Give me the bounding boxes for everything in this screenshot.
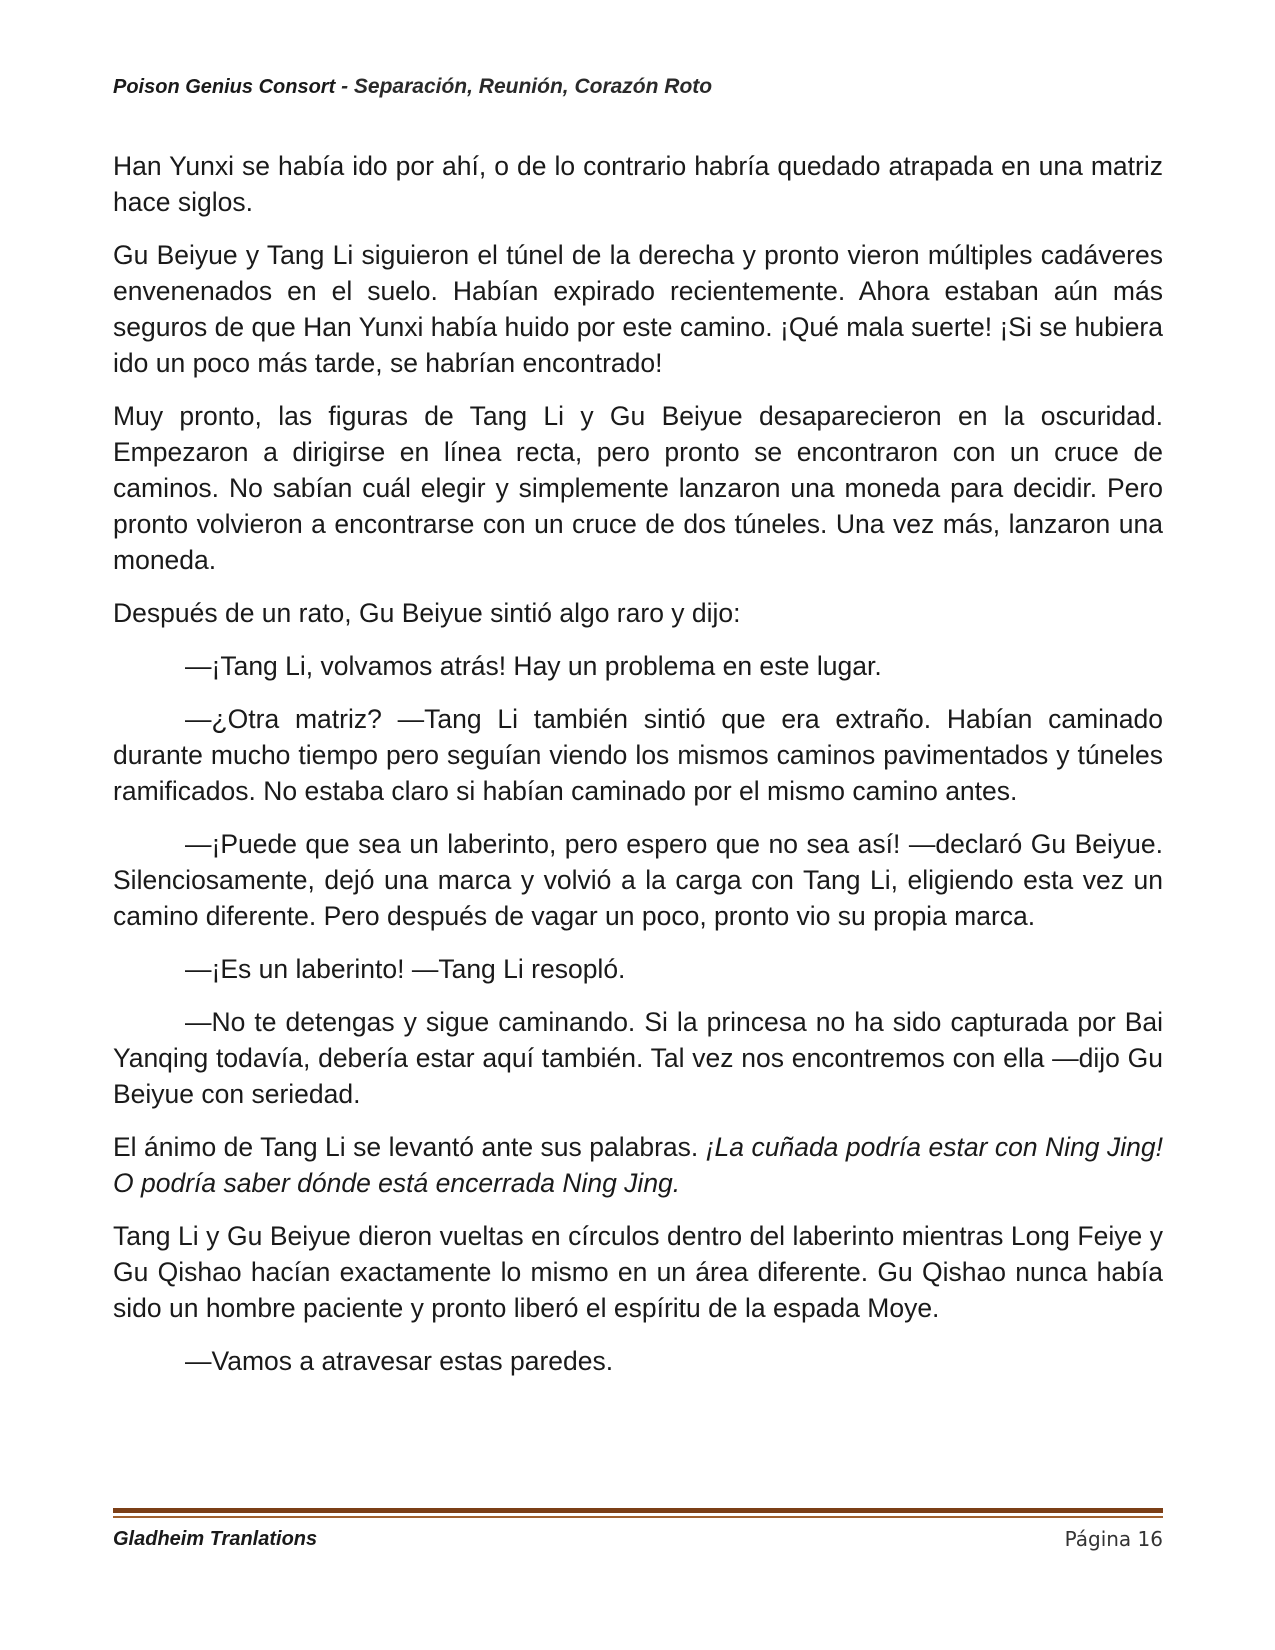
paragraph-10	[113, 1129, 1163, 1201]
paragraph-12: —Vamos a atravesar estas paredes.	[185, 1346, 614, 1376]
header-separator: -	[335, 75, 354, 98]
page-number: Página 16	[1064, 1527, 1163, 1551]
series-title: Poison Genius Consort	[113, 76, 336, 98]
publisher-name: Gladheim Tranlations	[113, 1528, 318, 1550]
footer-rule-thin	[113, 1516, 1163, 1518]
page-header	[113, 72, 1163, 102]
paragraph-5: —¡Tang Li, volvamos atrás! Hay un problema en este lugar.	[185, 651, 882, 681]
chapter-title: Separación, Reunión, Corazón Roto	[353, 75, 713, 98]
paragraph-11: Tang Li y Gu Beiyue dieron vueltas en círculos dentro del laberinto mientras Long Feiye y Gu Qishao hacían exactamente lo mismo en un área diferente. Gu Qishao nunca había sido un hombre paciente y pronto liberó el espíritu de la espada Moye.	[113, 1221, 1163, 1323]
paragraph-8: —¡Es un laberinto! —Tang Li resopló.	[185, 954, 626, 984]
paragraph-4: Después de un rato, Gu Beiyue sintió algo raro y dijo:	[113, 598, 741, 628]
footer-rule-thick	[113, 1508, 1163, 1513]
paragraph-10-plain: El ánimo de Tang Li se levantó ante sus palabras.	[113, 1132, 706, 1162]
paragraph-10-italic: ¡La cuñada podría estar con Ning Jing! O podría saber dónde está encerrada Ning Jing.	[113, 1132, 1163, 1198]
paragraph-2: Gu Beiyue y Tang Li siguieron el túnel de la derecha y pronto vieron múltiples cadáveres envenenados en el suelo. Habían expirado recientemente. Ahora estaban aún más seguros de que Han Yunxi había huido por este camino. ¡Qué mala suerte! ¡Si se hubiera ido un poco más tarde, se habrían encontrado!	[113, 240, 1163, 378]
paragraph-7: —¡Puede que sea un laberinto, pero espero que no sea así! —declaró Gu Beiyue. Silenciosamente, dejó una marca y volvió a la carga con Tang Li, eligiendo esta vez un camino diferente. Pero después de vagar un poco, pronto vio su propia marca.	[113, 829, 1163, 931]
paragraph-6: —¿Otra matriz? —Tang Li también sintió que era extraño. Habían caminado durante mucho tiempo pero seguían viendo los mismos caminos pavimentados y túneles ramificados. No estaba claro si habían caminado por el mismo camino antes.	[113, 704, 1163, 806]
paragraph-3: Muy pronto, las figuras de Tang Li y Gu Beiyue desaparecieron en la oscuridad. Empezaron a dirigirse en línea recta, pero pronto se encontraron con un cruce de caminos. No sabían cuál elegir y simplemente lanzaron una moneda para decidir. Pero pronto volvieron a encontrarse con un cruce de dos túneles. Una vez más, lanzaron una moneda.	[113, 401, 1163, 575]
paragraph-1: Han Yunxi se había ido por ahí, o de lo contrario habría quedado atrapada en una matriz hace siglos.	[113, 151, 1163, 217]
page-body	[113, 148, 1163, 1396]
paragraph-9: —No te detengas y sigue caminando. Si la princesa no ha sido capturada por Bai Yanqing todavía, debería estar aquí también. Tal vez nos encontremos con ella —dijo Gu Beiyue con seriedad.	[113, 1007, 1163, 1109]
